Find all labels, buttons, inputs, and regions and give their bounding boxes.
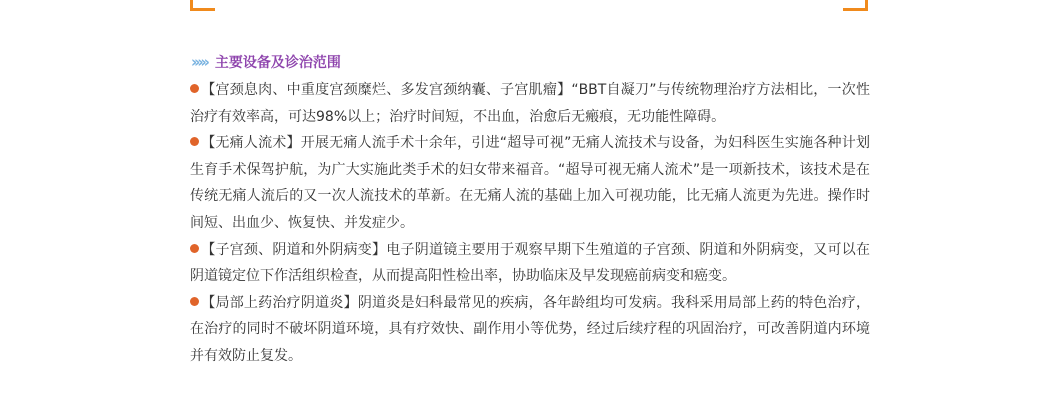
section-title: 主要设备及诊治范围	[214, 55, 341, 71]
content-list	[190, 77, 870, 370]
item-text: “BBT自凝刀”与传统物理治疗方法相比，一次性治疗有效率高，可达98%以上；治疗时间短，不出血，治愈后无瘢痕，无功能性障碍。	[190, 82, 871, 125]
bullet-icon	[190, 244, 199, 253]
list-item-1	[190, 77, 870, 130]
decorative-corner-left	[190, 0, 215, 11]
list-item-4	[190, 290, 870, 370]
bullet-icon	[190, 84, 199, 93]
item-label: 【宫颈息肉、中重度宫颈糜烂、多发宫颈纳囊、子宫肌瘤】	[201, 82, 572, 98]
chevrons-icon: ›››››	[191, 53, 207, 71]
decorative-corner-right	[843, 0, 868, 11]
item-text: 阴道炎是妇科最常见的疾病，各年龄组均可发病。我科采用局部上药的特色治疗，在治疗的同时不破坏阴道环境，具有疗效快、副作用小等优势，经过后续疗程的巩固治疗，可改善阴道内环境并有效防止复发。	[190, 294, 871, 364]
bullet-icon	[190, 137, 199, 146]
item-text: 开展无痛人流手术十余年，引进“超导可视”无痛人流技术与设备，为妇科医生实施各种计划生育手术保驾护航，为广大实施此类手术的妇女带来福音。“超导可视无痛人流术”是一项新技术，该技术是在传统无痛人流后的又一次人流技术的革新。在无痛人流的基础上加入可视功能，比无痛人流更为先进。操作时间短、出血少、恢复快、并发症少。	[190, 135, 870, 231]
item-label: 【局部上药治疗阴道炎】	[201, 294, 358, 311]
item-label: 【子宫颈、阴道和外阴病变】	[201, 241, 387, 258]
bullet-icon	[190, 297, 199, 306]
item-label: 【无痛人流术】	[201, 135, 301, 152]
item-text: 电子阴道镜主要用于观察早期下生殖道的子宫颈、阴道和外阴病变，又可以在阴道镜定位下作活组织检查，从而提高阳性检出率，协助临床及早发现癌前病变和癌变。	[190, 241, 871, 285]
list-item-2	[190, 130, 870, 236]
section-heading	[191, 52, 341, 72]
list-item-3	[190, 237, 870, 290]
